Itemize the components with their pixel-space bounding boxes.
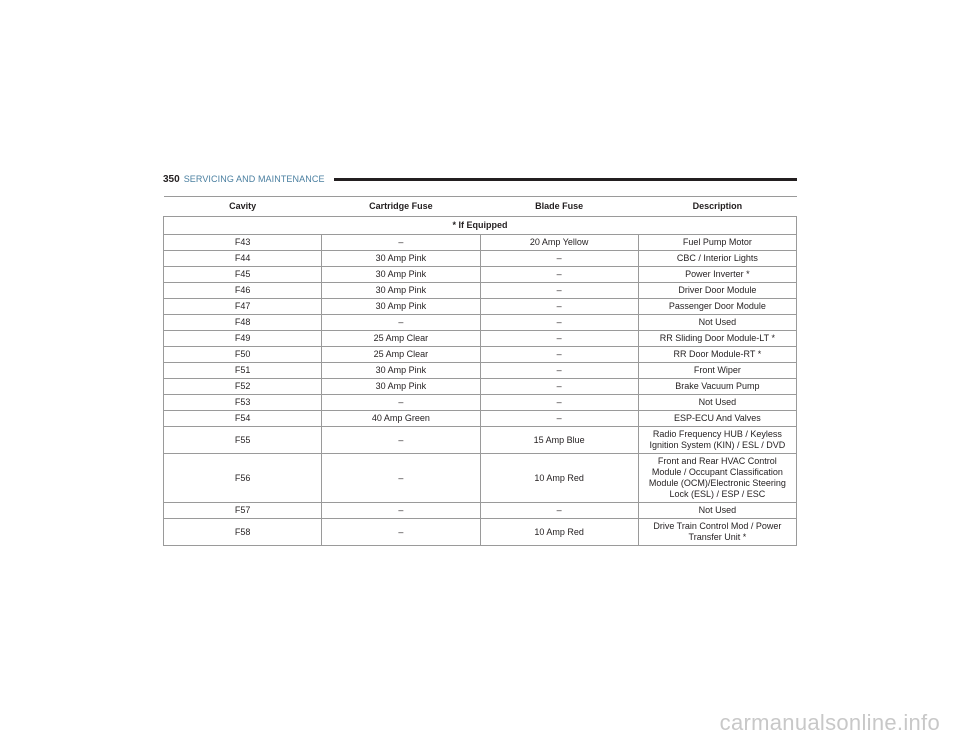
table-row — [164, 503, 797, 519]
cavity-cell: F43 — [164, 235, 322, 251]
cavity-cell: F56 — [164, 454, 322, 503]
table-row — [164, 411, 797, 427]
cartridge-fuse-cell: 30 Amp Pink — [322, 283, 480, 299]
table-row — [164, 363, 797, 379]
table-row — [164, 251, 797, 267]
description-cell: Not Used — [638, 315, 796, 331]
blade-fuse-cell: 15 Amp Blue — [480, 427, 638, 454]
cartridge-fuse-cell: 25 Amp Clear — [322, 347, 480, 363]
cavity-cell: F44 — [164, 251, 322, 267]
cavity-cell: F48 — [164, 315, 322, 331]
cartridge-fuse-cell: 30 Amp Pink — [322, 267, 480, 283]
blade-fuse-cell: – — [480, 411, 638, 427]
cartridge-fuse-cell: 30 Amp Pink — [322, 379, 480, 395]
page-header — [163, 172, 797, 186]
table-row — [164, 379, 797, 395]
cartridge-fuse-cell: 25 Amp Clear — [322, 331, 480, 347]
description-cell: Fuel Pump Motor — [638, 235, 796, 251]
blade-fuse-cell: 20 Amp Yellow — [480, 235, 638, 251]
cavity-cell: F53 — [164, 395, 322, 411]
description-cell: Front and Rear HVAC Control Module / Occupant Classification Module (OCM)/Electronic Steering Lock (ESL) / ESP / ESC — [638, 454, 796, 503]
cartridge-fuse-cell: – — [322, 503, 480, 519]
column-header-cartridge-fuse: Cartridge Fuse — [322, 197, 480, 217]
description-cell: Not Used — [638, 503, 796, 519]
table-row — [164, 519, 797, 546]
description-cell: Front Wiper — [638, 363, 796, 379]
description-cell: Power Inverter * — [638, 267, 796, 283]
description-cell: Driver Door Module — [638, 283, 796, 299]
page-number: 350 — [163, 173, 180, 185]
blade-fuse-cell: – — [480, 315, 638, 331]
blade-fuse-cell: – — [480, 283, 638, 299]
cavity-cell: F45 — [164, 267, 322, 283]
watermark: carmanualsonline.info — [719, 710, 940, 735]
description-cell: Brake Vacuum Pump — [638, 379, 796, 395]
if-equipped-note: * If Equipped — [164, 217, 797, 235]
cartridge-fuse-cell: – — [322, 454, 480, 503]
cavity-cell: F49 — [164, 331, 322, 347]
table-body — [164, 217, 797, 546]
table-row — [164, 395, 797, 411]
cartridge-fuse-cell: – — [322, 235, 480, 251]
description-cell: Drive Train Control Mod / Power Transfer Unit * — [638, 519, 796, 546]
table-row — [164, 299, 797, 315]
table-row — [164, 454, 797, 503]
blade-fuse-cell: – — [480, 363, 638, 379]
header-rule — [334, 178, 797, 181]
blade-fuse-cell: 10 Amp Red — [480, 454, 638, 503]
description-cell: Radio Frequency HUB / Keyless Ignition System (KIN) / ESL / DVD — [638, 427, 796, 454]
fuse-table — [163, 196, 797, 546]
cartridge-fuse-cell: 30 Amp Pink — [322, 299, 480, 315]
cartridge-fuse-cell: 30 Amp Pink — [322, 251, 480, 267]
table-row — [164, 427, 797, 454]
blade-fuse-cell: 10 Amp Red — [480, 519, 638, 546]
if-equipped-row — [164, 217, 797, 235]
table-row — [164, 283, 797, 299]
description-cell: Not Used — [638, 395, 796, 411]
cartridge-fuse-cell: – — [322, 427, 480, 454]
cartridge-fuse-cell: – — [322, 315, 480, 331]
description-cell: Passenger Door Module — [638, 299, 796, 315]
cavity-cell: F57 — [164, 503, 322, 519]
blade-fuse-cell: – — [480, 395, 638, 411]
table-row — [164, 267, 797, 283]
header-row — [164, 197, 797, 217]
cavity-cell: F50 — [164, 347, 322, 363]
cartridge-fuse-cell: 40 Amp Green — [322, 411, 480, 427]
cavity-cell: F52 — [164, 379, 322, 395]
description-cell: RR Sliding Door Module-LT * — [638, 331, 796, 347]
description-cell: CBC / Interior Lights — [638, 251, 796, 267]
blade-fuse-cell: – — [480, 347, 638, 363]
table-row — [164, 235, 797, 251]
description-cell: RR Door Module-RT * — [638, 347, 796, 363]
column-header-description: Description — [638, 197, 796, 217]
table-row — [164, 331, 797, 347]
blade-fuse-cell: – — [480, 251, 638, 267]
column-header-blade-fuse: Blade Fuse — [480, 197, 638, 217]
table-row — [164, 315, 797, 331]
column-header-cavity: Cavity — [164, 197, 322, 217]
table-header — [164, 197, 797, 217]
table-row — [164, 347, 797, 363]
blade-fuse-cell: – — [480, 503, 638, 519]
cavity-cell: F58 — [164, 519, 322, 546]
blade-fuse-cell: – — [480, 331, 638, 347]
description-cell: ESP-ECU And Valves — [638, 411, 796, 427]
cavity-cell: F55 — [164, 427, 322, 454]
cartridge-fuse-cell: – — [322, 519, 480, 546]
blade-fuse-cell: – — [480, 379, 638, 395]
blade-fuse-cell: – — [480, 267, 638, 283]
blade-fuse-cell: – — [480, 299, 638, 315]
cavity-cell: F46 — [164, 283, 322, 299]
cartridge-fuse-cell: – — [322, 395, 480, 411]
cavity-cell: F47 — [164, 299, 322, 315]
cartridge-fuse-cell: 30 Amp Pink — [322, 363, 480, 379]
section-title: SERVICING AND MAINTENANCE — [183, 174, 325, 184]
cavity-cell: F54 — [164, 411, 322, 427]
cavity-cell: F51 — [164, 363, 322, 379]
